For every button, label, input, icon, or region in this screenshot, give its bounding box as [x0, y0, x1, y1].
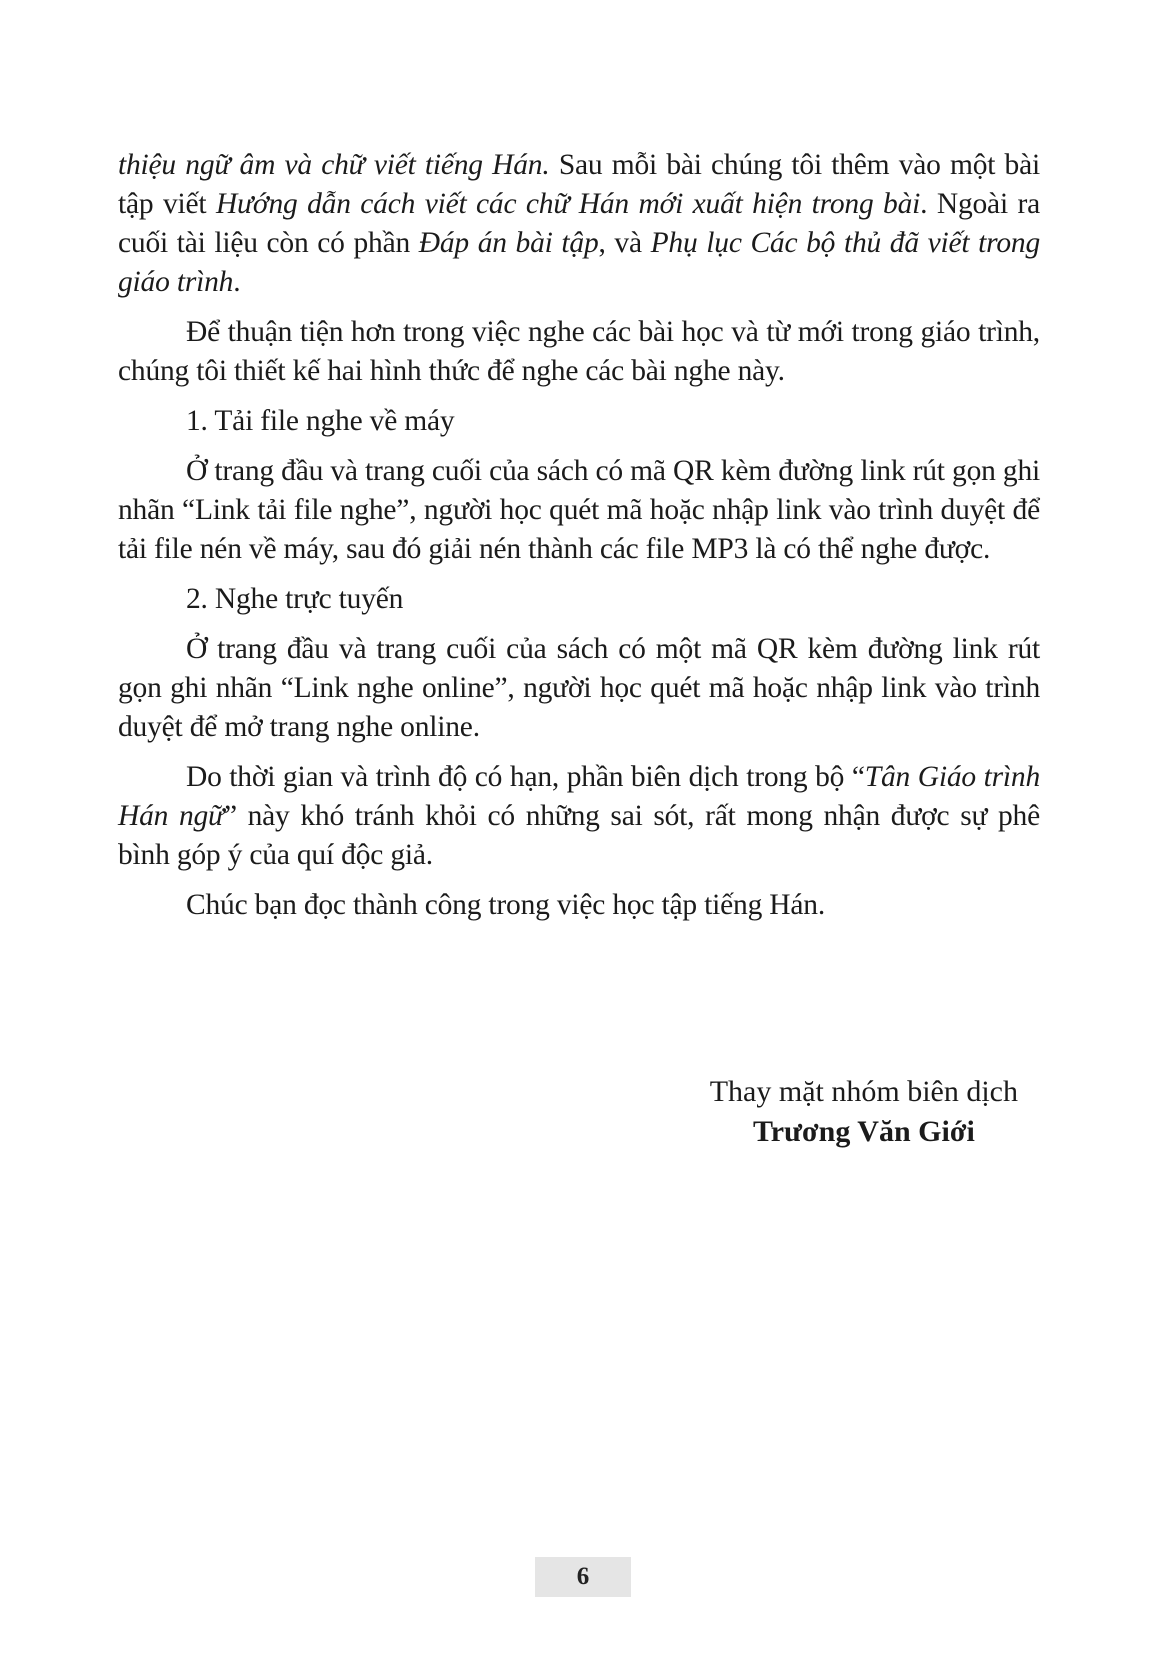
text-run: .	[233, 266, 241, 298]
italic-text-run: Hướng dẫn cách viết các chữ Hán mới xuất hiện trong bài	[215, 188, 921, 220]
paragraph	[118, 313, 1040, 391]
text-run: Chúc bạn đọc thành công trong việc học tập tiếng Hán.	[186, 889, 826, 921]
text-run: 1. Tải file nghe về máy	[186, 405, 455, 437]
paragraph	[118, 758, 1040, 875]
italic-text-run: thiệu ngữ âm và chữ viết tiếng Hán.	[118, 149, 550, 181]
text-run: . Ngoài ra cuối tài liệu còn có phần	[118, 188, 1040, 259]
paragraph	[118, 452, 1040, 569]
paragraph	[118, 146, 1040, 302]
italic-text-run: Phụ lục Các bộ thủ đã viết trong giáo trình	[118, 227, 1041, 298]
text-run: , và	[598, 227, 651, 259]
paragraph	[118, 580, 1040, 619]
text-run: Ở trang đầu và trang cuối của sách có mã QR kèm đường link rút gọn ghi nhãn “Link tải file nghe”, người học quét mã hoặc nhập link vào trình duyệt để tải file nén về máy, sau đó giải nén thành các file MP3 là có thể nghe được.	[118, 455, 1040, 565]
paragraph	[118, 886, 1040, 925]
signature-name: Trương Văn Giới	[752, 1115, 975, 1148]
text-run: Ở trang đầu và trang cuối của sách có một mã QR kèm đường link rút gọn ghi nhãn “Link nghe online”, người học quét mã hoặc nhập link vào trình duyệt để mở trang nghe online.	[118, 633, 1040, 743]
paragraph	[118, 630, 1040, 747]
signature-role: Thay mặt nhóm biên dịch	[709, 1075, 1018, 1108]
paragraph	[118, 402, 1040, 441]
text-run: ” này khó tránh khỏi có những sai sót, rất mong nhận được sự phê bình góp ý của quí độc giả.	[118, 800, 1041, 871]
body-text	[118, 146, 1040, 936]
signature-block	[710, 1072, 1018, 1152]
text-run: Để thuận tiện hơn trong việc nghe các bài học và từ mới trong giáo trình, chúng tôi thiết kế hai hình thức để nghe các bài nghe này.	[118, 316, 1040, 387]
text-run: Sau mỗi bài chúng tôi thêm vào một bài tập viết	[118, 149, 1040, 220]
text-run: Do thời gian và trình độ có hạn, phần biên dịch trong bộ “	[186, 761, 865, 793]
text-run: 2. Nghe trực tuyến	[186, 583, 404, 615]
italic-text-run: Đáp án bài tập	[418, 227, 599, 259]
page-number: 6	[535, 1557, 631, 1597]
italic-text-run: Tân Giáo trình Hán ngữ	[118, 761, 1040, 832]
